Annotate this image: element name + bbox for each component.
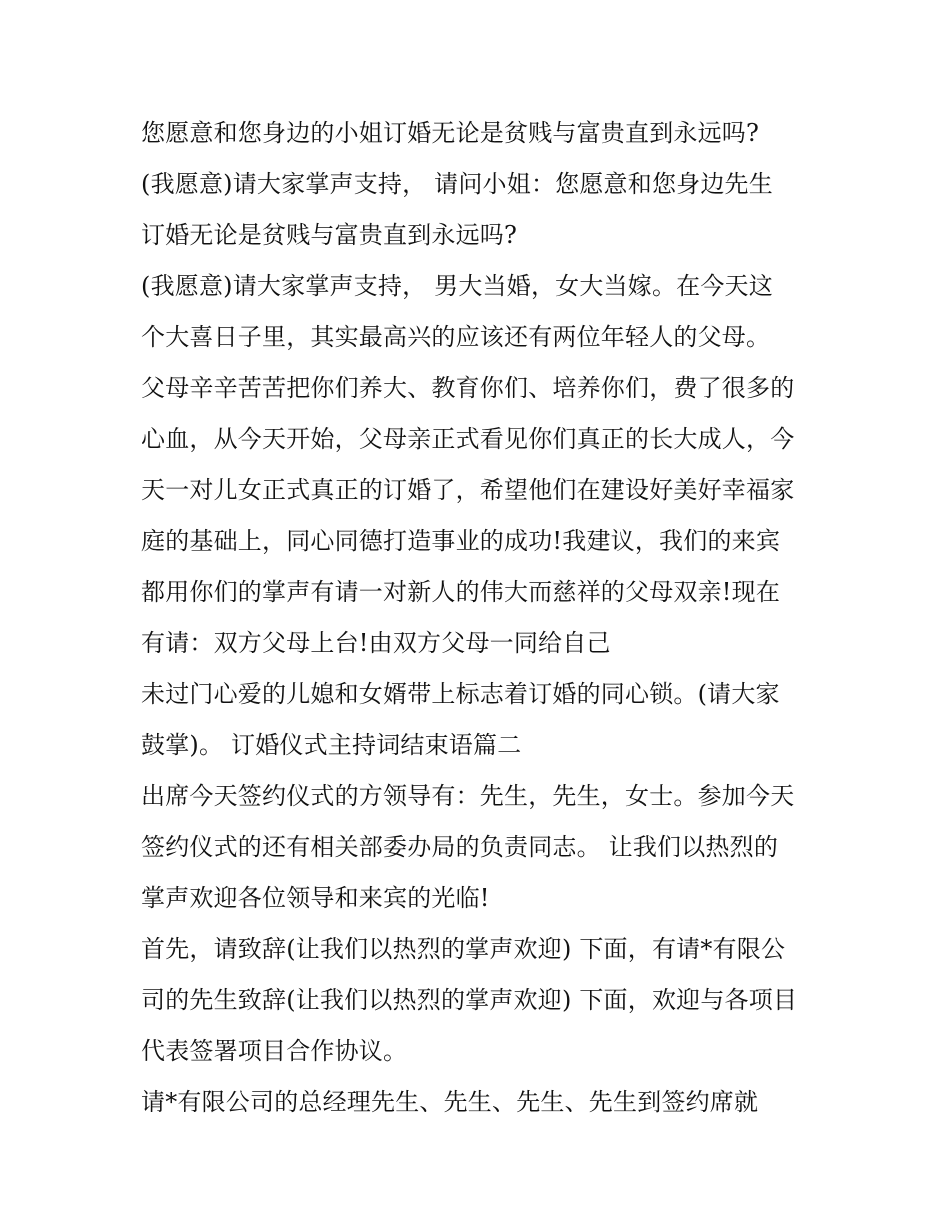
text-line: 鼓掌)。 订婚仪式主持词结束语篇二	[141, 731, 522, 759]
text-line: 签约仪式的还有相关部委办局的负责同志。 让我们以热烈的	[141, 833, 779, 861]
text-line: 未过门心爱的儿媳和女婿带上标志着订婚的同心锁。(请大家	[141, 680, 780, 708]
text-line: 出席今天签约仪式的方领导有：先生，先生，女士。参加今天	[141, 782, 795, 810]
text-line: 您愿意和您身边的小姐订婚无论是贫贱与富贵直到永远吗?	[141, 119, 760, 147]
text-line: 父母辛辛苦苦把你们养大、教育你们、培养你们，费了很多的	[141, 374, 795, 402]
text-line: 掌声欢迎各位领导和来宾的光临!	[141, 884, 490, 912]
text-line: 代表签署项目合作协议。	[141, 1037, 408, 1065]
text-line: 个大喜日子里，其实最高兴的应该还有两位年轻人的父母。	[141, 323, 771, 351]
text-line: 有请：双方父母上台!由双方父母一同给自己	[141, 629, 611, 657]
text-line: 首先，请致辞(让我们以热烈的掌声欢迎) 下面，有请*有限公	[141, 935, 786, 963]
text-line: 天一对儿女正式真正的订婚了，希望他们在建设好美好幸福家	[141, 476, 795, 504]
text-line: 请*有限公司的总经理先生、先生、先生、先生到签约席就	[141, 1088, 759, 1116]
text-line: 司的先生致辞(让我们以热烈的掌声欢迎) 下面，欢迎与各项目	[141, 986, 798, 1014]
document-body	[141, 108, 831, 1128]
text-line: 订婚无论是贫贱与富贵直到永远吗?	[141, 221, 518, 249]
text-line: 都用你们的掌声有请一对新人的伟大而慈祥的父母双亲!现在	[141, 578, 781, 606]
text-line: 心血，从今天开始，父母亲正式看见你们真正的长大成人，今	[141, 425, 795, 453]
text-line: (我愿意)请大家掌声支持， 男大当婚，女大当嫁。在今天这	[141, 272, 773, 300]
text-line: (我愿意)请大家掌声支持， 请问小姐：您愿意和您身边先生	[141, 170, 773, 198]
text-line: 庭的基础上，同心同德打造事业的成功!我建议，我们的来宾	[141, 527, 781, 555]
